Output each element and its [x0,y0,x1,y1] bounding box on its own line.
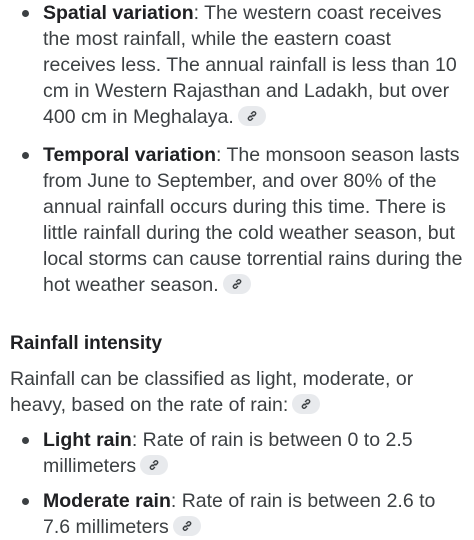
list-item-moderate-rain [0,488,474,540]
section-heading: Rainfall intensity [10,333,163,354]
text-moderate-rain: : Rate of rain is between 2.6 to 7.6 millimeters [43,490,436,538]
citation-link-button[interactable] [292,394,320,414]
list-item-temporal [0,142,474,298]
list-item-spatial [0,0,474,130]
term-moderate-rain: Moderate rain [43,490,171,512]
link-icon [300,398,312,410]
link-icon [181,520,193,532]
citation-link-button[interactable] [223,274,251,294]
link-icon [231,278,243,290]
citation-link-button[interactable] [238,106,266,126]
section-intro-text: Rainfall can be classified as light, moderate, or heavy, based on the rate of rain: [10,368,414,416]
text-light-rain: : Rate of rain is between 0 to 2.5 millimeters [43,429,413,477]
bullet-icon [22,10,29,17]
list-item-light-rain [0,427,474,479]
section-intro [10,366,460,418]
citation-link-button[interactable] [140,455,168,475]
bullet-icon [22,437,29,444]
term-temporal: Temporal variation [43,144,217,166]
term-light-rain: Light rain [43,429,132,451]
link-icon [246,110,258,122]
link-icon [148,459,160,471]
text-temporal: : The monsoon season lasts from June to September, and over 80% of the annual rainfall occurs during this time. There is little rainfall during the cold weather season, but local storms can cause torrential rains during the hot weather season. [43,144,463,296]
bullet-icon [22,152,29,159]
bullet-icon [22,498,29,505]
term-spatial: Spatial variation [43,2,194,24]
text-spatial: : The western coast receives the most rainfall, while the eastern coast receives less. The annual rainfall is less than 10 cm in Western Rajasthan and Ladakh, but over 400 cm in Meghalaya. [43,2,457,128]
